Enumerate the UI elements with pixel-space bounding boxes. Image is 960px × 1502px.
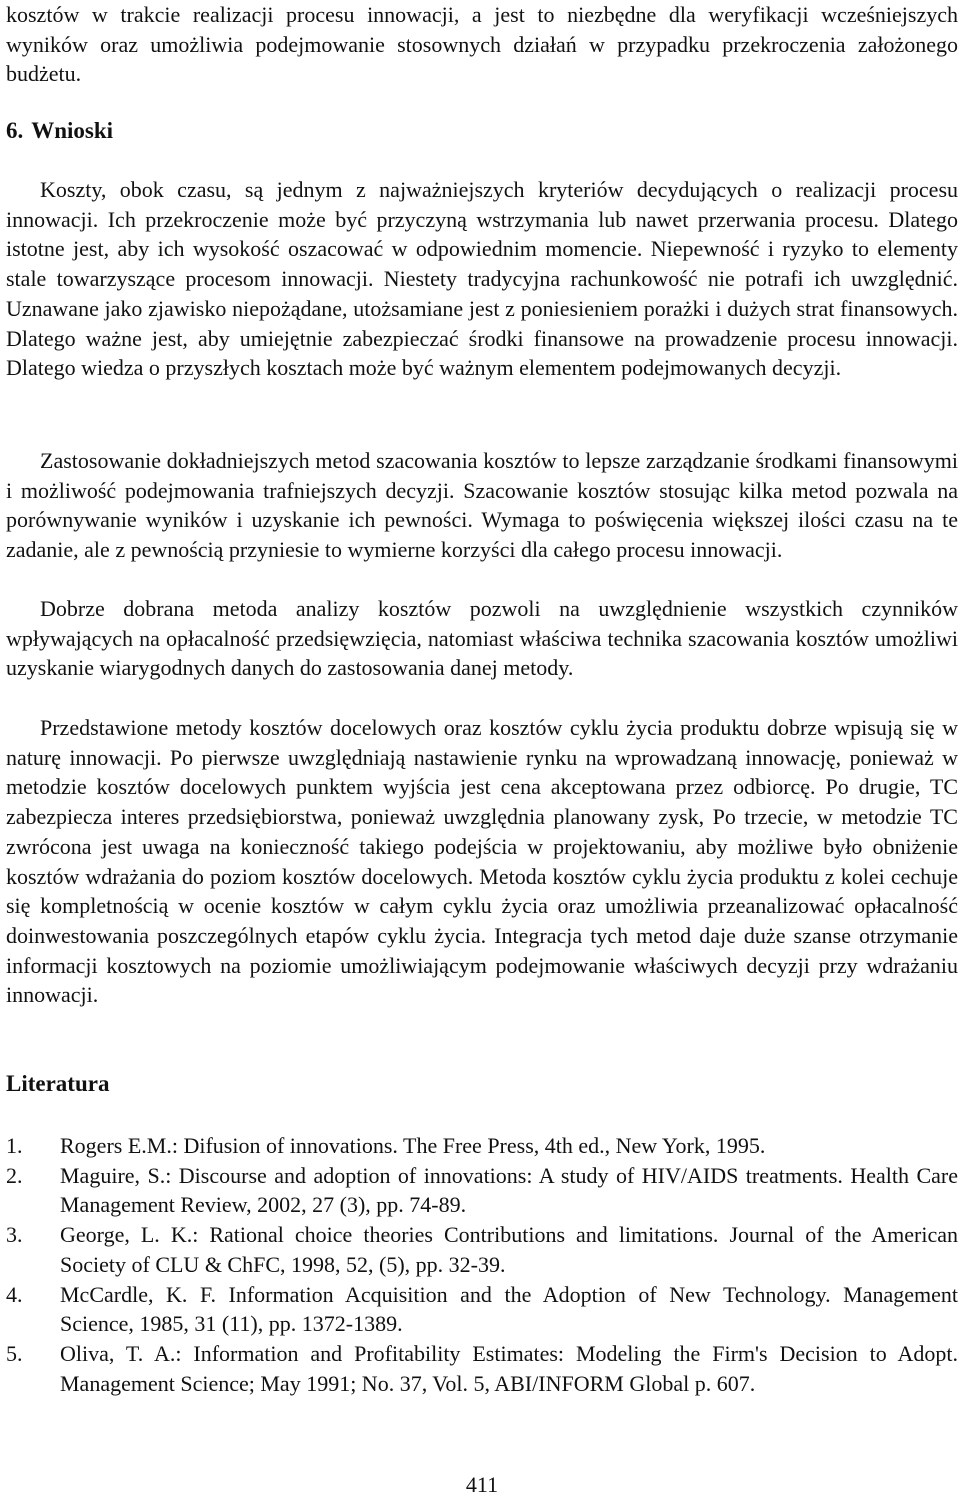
reference-number: 4. (6, 1281, 23, 1307)
section-title: Wnioski (31, 118, 114, 143)
reference-item (6, 1339, 958, 1398)
reference-text: Maguire, S.: Discourse and adoption of innovations: A study of HIV/AIDS treatments. Health Care Management Review, 2002, 27 (3), pp. 74-89. (60, 1162, 958, 1218)
reference-number: 2. (6, 1162, 23, 1188)
paragraph-continuation: kosztów w trakcie realizacji procesu innowacji, a jest to niezbędne dla weryfikacji wcześniejszych wyników oraz umożliwia podejmowanie stosownych działań w przypadku przekroczenia założonego budżetu. (6, 2, 958, 87)
paragraph: Zastosowanie dokładniejszych metod szacowania kosztów to lepsze zarządzanie środkami finansowymi i możliwość podejmowania trafniejszych decyzji. Szacowanie kosztów stosując kilka metod pozwala na porównywanie wyników i uzyskanie ich pewności. Wymaga to poświęcenia większej ilości czasu na te zadanie, ale z pewnością przyniesie to wymierne korzyści dla całego procesu innowacji. (6, 448, 958, 563)
reference-text: Rogers E.M.: Difusion of innovations. The Free Press, 4th ed., New York, 1995. (60, 1133, 766, 1158)
section-heading (6, 118, 113, 144)
reference-item (6, 1131, 958, 1161)
paragraph: Dobrze dobrana metoda analizy kosztów pozwoli na uwzględnienie wszystkich czynników wpływających na opłacalność przedsięwzięcia, natomiast właściwa technika szacowania kosztów umożliwi uzyskanie wiarygodnych danych do zastosowania danej metody. (6, 596, 958, 681)
reference-item (6, 1220, 958, 1279)
reference-text: McCardle, K. F. Information Acquisition and the Adoption of New Technology. Management Science, 1985, 31 (11), pp. 1372-1389. (60, 1281, 958, 1337)
reference-item (6, 1161, 958, 1220)
reference-text: George, L. K.: Rational choice theories Contributions and limitations. Journal of the American Society of CLU & ChFC, 1998, 52, (5), pp. 32-39. (60, 1222, 958, 1277)
section-number: 6. (6, 118, 24, 143)
reference-number: 3. (6, 1222, 23, 1248)
reference-number: 1. (6, 1133, 23, 1158)
reference-number: 5. (6, 1340, 23, 1366)
reference-list (6, 1131, 958, 1398)
page-number: 411 (465, 1472, 499, 1497)
reference-item (6, 1280, 958, 1339)
reference-text: Oliva, T. A.: Information and Profitability Estimates: Modeling the Firm's Decision to Adopt. Management Science; May 1991; No. 37, Vol. 5, ABI/INFORM Global p. 607. (60, 1340, 958, 1396)
literature-heading: Literatura (6, 1071, 110, 1096)
paragraph: Koszty, obok czasu, są jednym z najważniejszych kryteriów decydujących o realizacji procesu innowacji. Ich przekroczenie może być przyczyną wstrzymania lub nawet przerwania procesu. Dlatego istotne jest, aby ich wysokość oszacować w odpowiednim momencie. Niepewność i ryzyko to elementy stale towarzyszące procesom innowacji. Niestety tradycyjna rachunkowość nie potrafi ich uwzględnić. Uznawane jako zjawisko niepożądane, utożsamiane jest z poniesieniem porażki i dużych strat finansowych. Dlatego ważne jest, aby umiejętnie zabezpieczać środki finansowe na prowadzenie procesu innowacji. Dlatego wiedza o przyszłych kosztach może być ważnym elementem podejmowanych decyzji. (6, 177, 958, 381)
paragraph: Przedstawione metody kosztów docelowych oraz kosztów cyklu życia produktu dobrze wpisują się w naturę innowacji. Po pierwsze uwzględniają nastawienie rynku na wprowadzaną innowację, ponieważ w metodzie kosztów docelowych punktem wyjścia jest cena akceptowana przez odbiorcę. Po drugie, TC zabezpiecza interes przedsiębiorstwa, ponieważ uwzględnia planowany zysk, Po trzecie, w metodzie TC zwrócona jest uwaga na konieczność takiego podejścia w projektowaniu, aby możliwe było obniżenie kosztów wdrażania do poziom kosztów docelowych. Metoda kosztów cyklu życia produktu z kolei cechuje się kompletnością w ocenie kosztów w całym cyklu życia oraz umożliwia przeanalizować opłacalność doinwestowania poszczególnych etapów cyklu życia. Integracja tych metod daje duże szanse otrzymanie informacji kosztowych na poziomie umożliwiającym podejmowanie właściwych decyzji przy wdrażaniu innowacji. (6, 715, 958, 1008)
